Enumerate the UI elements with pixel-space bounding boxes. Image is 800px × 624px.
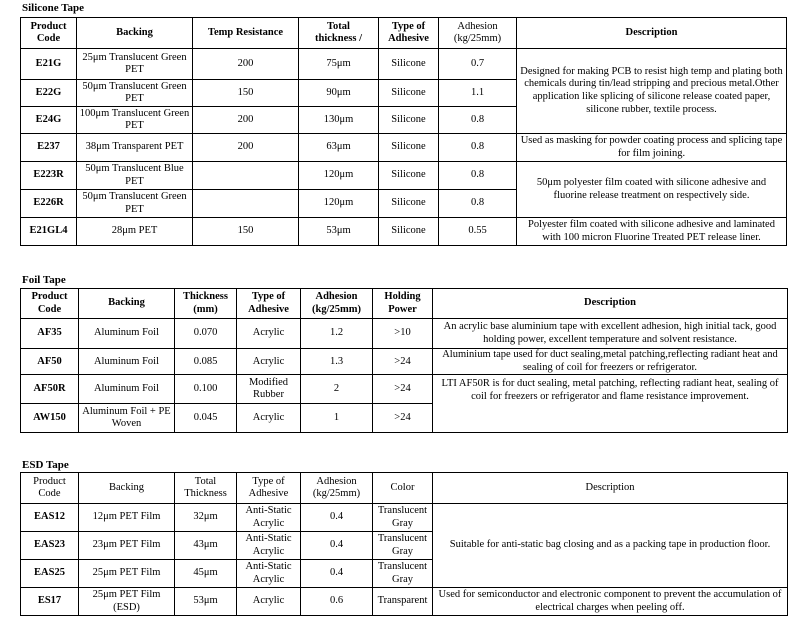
adhesive-type: Acrylic: [237, 404, 301, 433]
product-code: AW150: [21, 404, 79, 433]
header-description: Description: [517, 18, 787, 49]
table-row: [21, 218, 787, 246]
color: Translucent Gray: [373, 532, 433, 560]
temp-resistance: [193, 190, 299, 218]
adhesion: 0.8: [439, 162, 517, 190]
product-code: E22G: [21, 80, 77, 107]
table-row: [21, 49, 787, 80]
adhesion: 2: [301, 375, 373, 404]
header-adhesion: Adhesion (kg/25mm): [301, 289, 373, 319]
adhesion: 0.8: [439, 134, 517, 162]
table-row: [21, 319, 788, 349]
table-row: [21, 588, 788, 616]
product-code: ES17: [21, 588, 79, 616]
header-holding-power: Holding Power: [373, 289, 433, 319]
temp-resistance: 150: [193, 80, 299, 107]
esd-section-title: ESD Tape: [22, 459, 69, 471]
thickness: 0.100: [175, 375, 237, 404]
product-code: AF35: [21, 319, 79, 349]
header-product-code: Product Code: [21, 473, 79, 504]
adhesive-type: Silicone: [379, 80, 439, 107]
silicone-section-title: Silicone Tape: [22, 2, 85, 14]
temp-resistance: 200: [193, 49, 299, 80]
backing: 25μm Translucent Green PET: [77, 49, 193, 80]
esd-header-row: [21, 473, 788, 504]
thickness: 0.085: [175, 349, 237, 375]
header-temp-resistance: Temp Resistance: [193, 18, 299, 49]
silicone-header-row: [21, 18, 787, 49]
thickness: 45μm: [175, 560, 237, 588]
backing: 38μm Transparent PET: [77, 134, 193, 162]
header-color: Color: [373, 473, 433, 504]
product-code: E226R: [21, 190, 77, 218]
backing: 25μm PET Film (ESD): [79, 588, 175, 616]
product-code: EAS25: [21, 560, 79, 588]
temp-resistance: [193, 162, 299, 190]
backing: 50μm Translucent Blue PET: [77, 162, 193, 190]
product-code: E223R: [21, 162, 77, 190]
silicone-table: [20, 17, 787, 246]
adhesive-type: Silicone: [379, 49, 439, 80]
adhesion: 0.4: [301, 560, 373, 588]
thickness: 43μm: [175, 532, 237, 560]
description: Polyester film coated with silicone adhesive and laminated with 100 micron Fluorine Treated PET release liner.: [517, 218, 787, 246]
description: Aluminium tape used for duct sealing,metal patching,reflecting radiant heat and sealing of coil for freezers or refrigerator.: [433, 349, 788, 375]
adhesive-type: Silicone: [379, 134, 439, 162]
description: Suitable for anti-static bag closing and as a packing tape in production floor.: [433, 504, 788, 588]
adhesion: 1.2: [301, 319, 373, 349]
adhesive-type: Acrylic: [237, 319, 301, 349]
header-backing: Backing: [77, 18, 193, 49]
header-thickness: Thickness (mm): [175, 289, 237, 319]
adhesion: 0.6: [301, 588, 373, 616]
adhesion: 0.8: [439, 190, 517, 218]
table-row: [21, 375, 788, 404]
thickness: 130μm: [299, 107, 379, 134]
adhesive-type: Acrylic: [237, 349, 301, 375]
adhesion: 0.7: [439, 49, 517, 80]
backing: Aluminum Foil: [79, 375, 175, 404]
adhesion: 1: [301, 404, 373, 433]
backing: Aluminum Foil: [79, 319, 175, 349]
description: An acrylic base aluminium tape with excellent adhesion, high initial tack, good holding power, excellent temperature and solvent resistance.: [433, 319, 788, 349]
product-code: EAS23: [21, 532, 79, 560]
thickness: 120μm: [299, 162, 379, 190]
thickness: 32μm: [175, 504, 237, 532]
product-code: E21G: [21, 49, 77, 80]
header-backing: Backing: [79, 289, 175, 319]
product-code: E24G: [21, 107, 77, 134]
holding-power: >24: [373, 404, 433, 433]
backing: Aluminum Foil + PE Woven: [79, 404, 175, 433]
adhesive-type: Silicone: [379, 190, 439, 218]
product-code: EAS12: [21, 504, 79, 532]
backing: Aluminum Foil: [79, 349, 175, 375]
header-description: Description: [433, 289, 788, 319]
thickness: 75μm: [299, 49, 379, 80]
table-row: [21, 134, 787, 162]
thickness: 90μm: [299, 80, 379, 107]
adhesive-type: Anti-Static Acrylic: [237, 504, 301, 532]
holding-power: >24: [373, 375, 433, 404]
backing: 50μm Translucent Green PET: [77, 190, 193, 218]
thickness: 0.070: [175, 319, 237, 349]
thickness: 53μm: [175, 588, 237, 616]
foil-section-title: Foil Tape: [22, 274, 66, 286]
color: Transparent: [373, 588, 433, 616]
header-adhesion: Adhesion (kg/25mm): [301, 473, 373, 504]
header-type-of-adhesive: Type of Adhesive: [379, 18, 439, 49]
description: Used for semiconductor and electronic component to prevent the accumulation of electrical charges when peeling off.: [433, 588, 788, 616]
product-code: AF50R: [21, 375, 79, 404]
adhesive-type: Silicone: [379, 107, 439, 134]
color: Translucent Gray: [373, 560, 433, 588]
header-total-thickness: Total thickness /: [299, 18, 379, 49]
header-product-code: Product Code: [21, 18, 77, 49]
backing: 12μm PET Film: [79, 504, 175, 532]
backing: 23μm PET Film: [79, 532, 175, 560]
adhesion: 1.3: [301, 349, 373, 375]
holding-power: >10: [373, 319, 433, 349]
foil-header-row: [21, 289, 788, 319]
backing: 28μm PET: [77, 218, 193, 246]
product-code: E237: [21, 134, 77, 162]
adhesive-type: Silicone: [379, 162, 439, 190]
color: Translucent Gray: [373, 504, 433, 532]
backing: 25μm PET Film: [79, 560, 175, 588]
adhesive-type: Anti-Static Acrylic: [237, 532, 301, 560]
table-row: [21, 162, 787, 190]
description: Used as masking for powder coating process and splicing tape for film joining.: [517, 134, 787, 162]
adhesion: 0.4: [301, 532, 373, 560]
description: 50μm polyester film coated with silicone adhesive and fluorine release treatment on respectively side.: [517, 162, 787, 218]
adhesion: 1.1: [439, 80, 517, 107]
product-code: E21GL4: [21, 218, 77, 246]
temp-resistance: 200: [193, 107, 299, 134]
header-type-of-adhesive: Type of Adhesive: [237, 473, 301, 504]
foil-table: [20, 288, 788, 433]
holding-power: >24: [373, 349, 433, 375]
thickness: 63μm: [299, 134, 379, 162]
header-type-of-adhesive: Type of Adhesive: [237, 289, 301, 319]
header-backing: Backing: [79, 473, 175, 504]
backing: 50μm Translucent Green PET: [77, 80, 193, 107]
adhesion: 0.8: [439, 107, 517, 134]
header-product-code: Product Code: [21, 289, 79, 319]
adhesive-type: Modified Rubber: [237, 375, 301, 404]
description: Designed for making PCB to resist high temp and plating both chemicals during tin/lead stripping and precious metal.Other application like splicing of silicone release coated paper, silicone rubber, textile process.: [517, 49, 787, 134]
header-total-thickness: Total Thickness: [175, 473, 237, 504]
table-row: [21, 349, 788, 375]
table-row: [21, 504, 788, 532]
thickness: 120μm: [299, 190, 379, 218]
product-code: AF50: [21, 349, 79, 375]
header-adhesion: Adhesion (kg/25mm): [439, 18, 517, 49]
adhesion: 0.55: [439, 218, 517, 246]
header-description: Description: [433, 473, 788, 504]
temp-resistance: 200: [193, 134, 299, 162]
temp-resistance: 150: [193, 218, 299, 246]
thickness: 53μm: [299, 218, 379, 246]
adhesive-type: Silicone: [379, 218, 439, 246]
adhesive-type: Acrylic: [237, 588, 301, 616]
esd-table: [20, 472, 788, 616]
adhesive-type: Anti-Static Acrylic: [237, 560, 301, 588]
backing: 100μm Translucent Green PET: [77, 107, 193, 134]
description: LTI AF50R is for duct sealing, metal patching, reflecting radiant heat, sealing of coil for freezers or refrigerator and flame resistance improvement.: [433, 375, 788, 433]
adhesion: 0.4: [301, 504, 373, 532]
thickness: 0.045: [175, 404, 237, 433]
